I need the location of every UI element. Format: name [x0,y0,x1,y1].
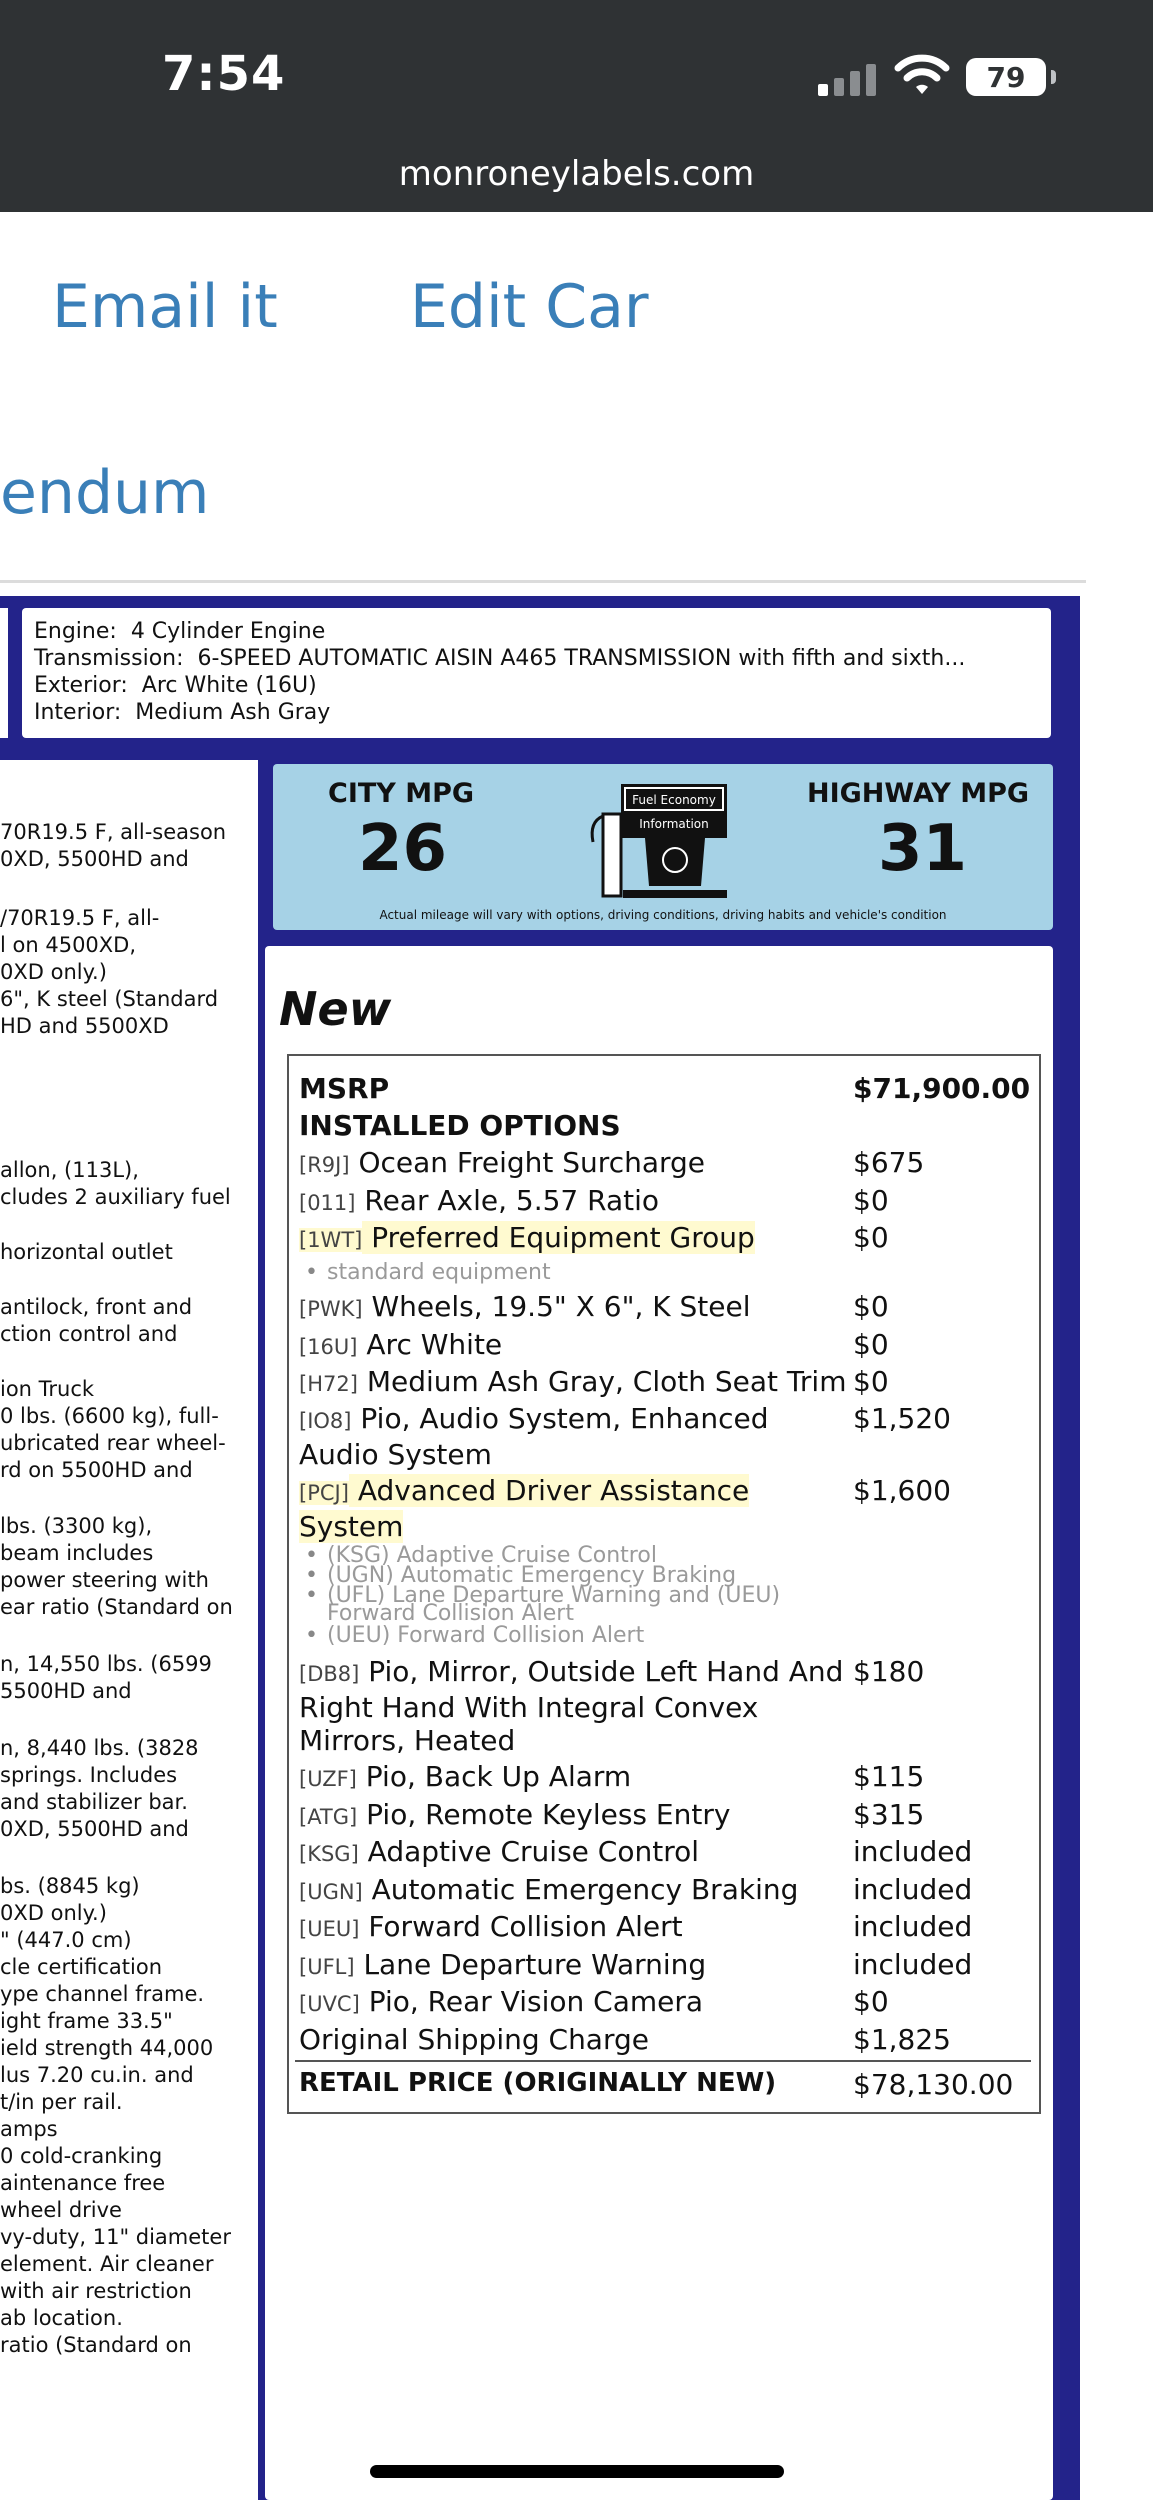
option-row: [IO8] Pio, Audio System, Enhanced Audio System [299,1402,769,1471]
city-mpg-value: 26 [358,812,448,886]
option-detail: Forward Collision Alert [327,1601,574,1626]
option-row: [011] Rear Axle, 5.57 Ratio [299,1184,660,1217]
wifi-icon [894,52,950,96]
option-row: [16U] Arc White [299,1328,503,1361]
interior-value: Medium Ash Gray [135,700,331,725]
engine-value: 4 Cylinder Engine [130,619,326,644]
standard-equipment-column: 70R19.5 F, all-season 0XD, 5500HD and /70R19.5 F, all- l on 4500XD, 0XD only.) 6", K steel (Standard HD and 5500XD allon, (113L), cludes 2 auxiliary fuel horizontal outlet antilock, front and ction control and ion Truck 0 lbs. (6600 kg), full- ubricated rear wheel- rd on 5500HD and lbs. (3300 kg), beam includes power steering with ear ratio (Standard on n, 14,550 lbs. (6599 5500HD and n, 8,440 lbs. (3828 springs. Includes and stabilizer bar. 0XD, 5500HD and bs. (8845 kg) 0XD only.) " (447.0 cm) cle certification ype channel frame. ight frame 33.5" ield strength 44,000 lus 7.20 cu.in. and t/in per rail. amps 0 cold-cranking aintenance free wheel drive vy-duty, 11" diameter element. Air cleaner with air restriction ab location. ratio (Standard on [0,760,258,2500]
option-row: [DB8] Pio, Mirror, Outside Left Hand And Right Hand With Integral Convex Mirrors, Heated [299,1655,844,1757]
option-row: [KSG] Adaptive Cruise Control [299,1835,700,1868]
option-price: $0 [853,1365,889,1398]
total-rule [295,2060,1031,2062]
option-detail: • (UGN) Automatic Emergency Braking [327,1566,736,1586]
price-panel [265,946,1053,2500]
option-row: [UZF] Pio, Back Up Alarm [299,1760,632,1793]
vehicle-specs: Engine: 4 Cylinder Engine Transmission: 6-SPEED AUTOMATIC AISIN A465 TRANSMISSION with fifth and sixth... Exterior: Arc White (16U) Interior: Medium Ash Gray [22,608,1051,738]
option-price: $180 [853,1655,925,1688]
option-row: [UVC] Pio, Rear Vision Camera [299,1985,704,2018]
option-price: $675 [853,1146,925,1179]
option-detail: • standard equipment [327,1263,551,1283]
divider [0,580,1086,583]
shipping-label: Original Shipping Charge [299,2023,649,2056]
price-sticker [287,1054,1041,2114]
option-row: [1WT] Preferred Equipment Group [299,1221,755,1254]
option-row: [PCJ] Advanced Driver Assistance System [299,1474,750,1543]
svg-text:Fuel Economy: Fuel Economy [632,793,716,807]
shipping-value: $1,825 [853,2023,951,2056]
option-price: included [853,1910,973,1943]
clock: 7:54 [162,46,286,102]
option-price: $1,520 [853,1402,951,1435]
city-mpg-label: CITY MPG [328,778,475,809]
msrp-value: $71,900.00 [853,1072,1031,1105]
installed-options-header: INSTALLED OPTIONS [299,1109,621,1142]
option-price: included [853,1948,973,1981]
highway-mpg-value: 31 [878,812,968,886]
retail-price-value: $78,130.00 [853,2068,1014,2101]
option-price: $1,600 [853,1474,951,1507]
option-price: $0 [853,1184,889,1217]
condition-title: New [279,982,392,1036]
exterior-value: Arc White (16U) [141,673,317,698]
address-bar[interactable]: monroneylabels.com [398,154,755,194]
option-detail: • (UFL) Lane Departure Warning and (UEU) [327,1586,780,1606]
edit-car-link[interactable]: Edit Car [410,272,649,342]
email-it-link[interactable]: Email it [52,272,278,342]
option-price: $115 [853,1760,925,1793]
msrp-label: MSRP [299,1072,390,1105]
highway-mpg-label: HIGHWAY MPG [807,778,1030,809]
option-row: [PWK] Wheels, 19.5" X 6", K Steel [299,1290,751,1323]
option-row: [UFL] Lane Departure Warning [299,1948,707,1981]
window-sticker [0,596,1080,2500]
option-price: $315 [853,1798,925,1831]
retail-price-label: RETAIL PRICE (ORIGINALLY NEW) [299,2068,777,2098]
svg-text:Information: Information [639,817,709,831]
home-indicator[interactable] [370,2465,784,2478]
option-price: $0 [853,1328,889,1361]
option-row: [R9J] Ocean Freight Surcharge [299,1146,706,1179]
transmission-value: 6-SPEED AUTOMATIC AISIN A465 TRANSMISSION with fifth and sixth... [197,646,966,671]
status-bar [0,0,1153,212]
fuel-economy-panel [273,764,1053,930]
option-price: included [853,1835,973,1868]
option-row: [UGN] Automatic Emergency Braking [299,1873,799,1906]
option-row: [H72] Medium Ash Gray, Cloth Seat Trim [299,1365,847,1398]
option-price: included [853,1873,973,1906]
option-price: $0 [853,1290,889,1323]
option-row: [UEU] Forward Collision Alert [299,1910,683,1943]
battery-icon: 79 [966,58,1046,96]
option-price: $0 [853,1985,889,2018]
mileage-disclaimer: Actual mileage will vary with options, driving conditions, driving habits and vehicle's condition [379,908,947,922]
option-detail: • (UEU) Forward Collision Alert [327,1626,644,1646]
option-price: $0 [853,1221,889,1254]
option-row: [ATG] Pio, Remote Keyless Entry [299,1798,731,1831]
option-detail: • (KSG) Adaptive Cruise Control [327,1546,657,1566]
cellular-signal-icon [818,62,878,96]
left-panel-edge [0,608,8,738]
addendum-link[interactable]: endum [0,458,210,528]
fuel-pump-icon [583,782,743,902]
